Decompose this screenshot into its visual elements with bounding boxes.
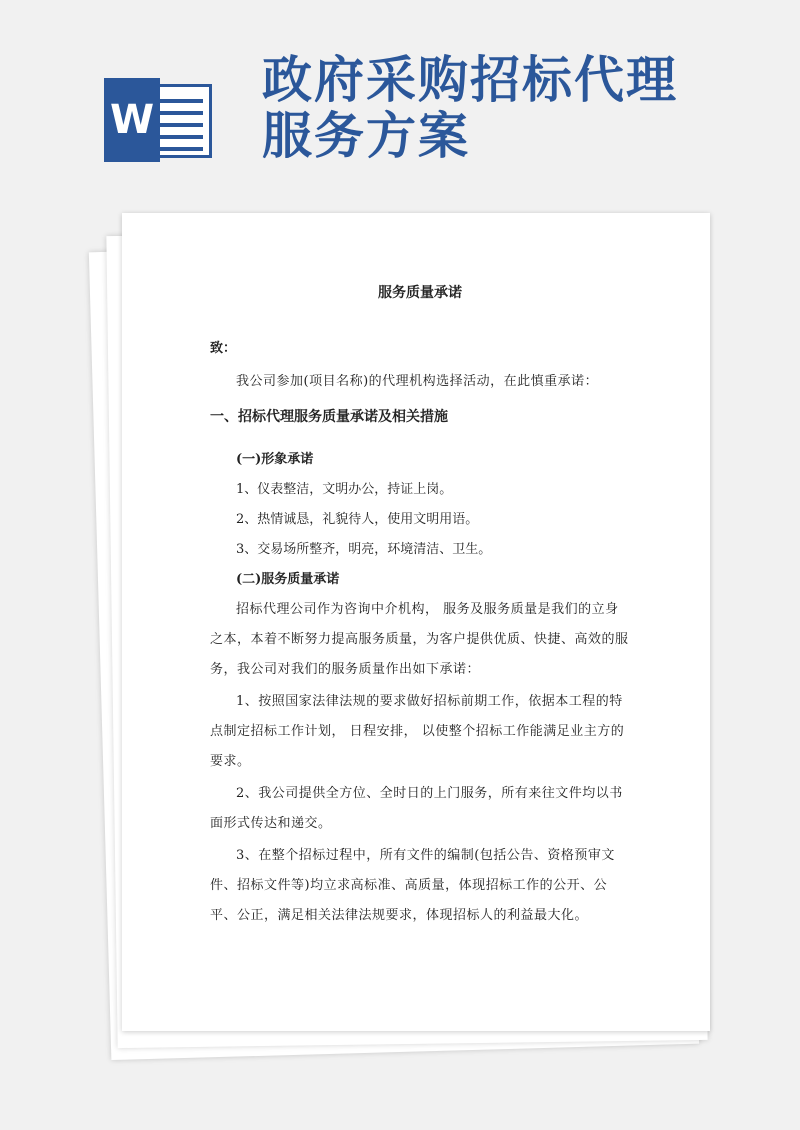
document-line — [157, 135, 203, 139]
salutation: 致： — [210, 341, 237, 356]
body-paragraph: 招标代理公司作为咨询中介机构， 服务及服务质量是我们的立身之本，本着不断努力提高服务质量，为客户提供优质、快捷、高效的服务，我公司对我们的服务质量作出如下承诺： — [210, 602, 629, 677]
document-title: 服务质量承诺 — [378, 285, 462, 301]
banner-title-line1: 政府采购招标代理 — [262, 51, 678, 109]
section-heading: 一、招标代理服务质量承诺及相关措施 — [210, 409, 448, 425]
subsection-heading: (二)服务质量承诺 — [236, 572, 340, 587]
document-line — [157, 111, 203, 115]
list-item: 2、热情诚恳，礼貌待人，使用文明用语。 — [236, 512, 479, 527]
document-body — [210, 283, 630, 931]
list-item: 1、仪表整洁，文明办公，持证上岗。 — [236, 482, 453, 497]
document-page — [122, 213, 710, 1031]
document-line — [157, 99, 203, 103]
intro-paragraph: 我公司参加(项目名称)的代理机构选择活动，在此慎重承诺： — [236, 374, 599, 389]
banner-title — [262, 52, 702, 164]
document-line — [157, 123, 203, 127]
word-letter-badge: W — [104, 78, 160, 162]
document-line — [157, 147, 203, 151]
word-document-icon — [104, 78, 216, 162]
list-item: 3、交易场所整齐，明亮，环境清洁、卫生。 — [236, 542, 492, 557]
body-paragraph: 3、在整个招标过程中，所有文件的编制(包括公告、资格预审文件、招标文件等)均立求高标准、高质量，体现招标工作的公开、公平、公正，满足相关法律法规要求，体现招标人的利益最大化。 — [210, 848, 615, 923]
banner-title-line2: 服务方案 — [262, 107, 470, 165]
body-paragraph: 1、按照国家法律法规的要求做好招标前期工作，依据本工程的特点制定招标工作计划， 日程安排， 以使整个招标工作能满足业主方的要求。 — [210, 694, 625, 769]
body-paragraph: 2、我公司提供全方位、全时日的上门服务，所有来往文件均以书面形式传达和递交。 — [210, 786, 623, 831]
page-header — [0, 0, 800, 200]
subsection-heading: (一)形象承诺 — [236, 452, 314, 467]
